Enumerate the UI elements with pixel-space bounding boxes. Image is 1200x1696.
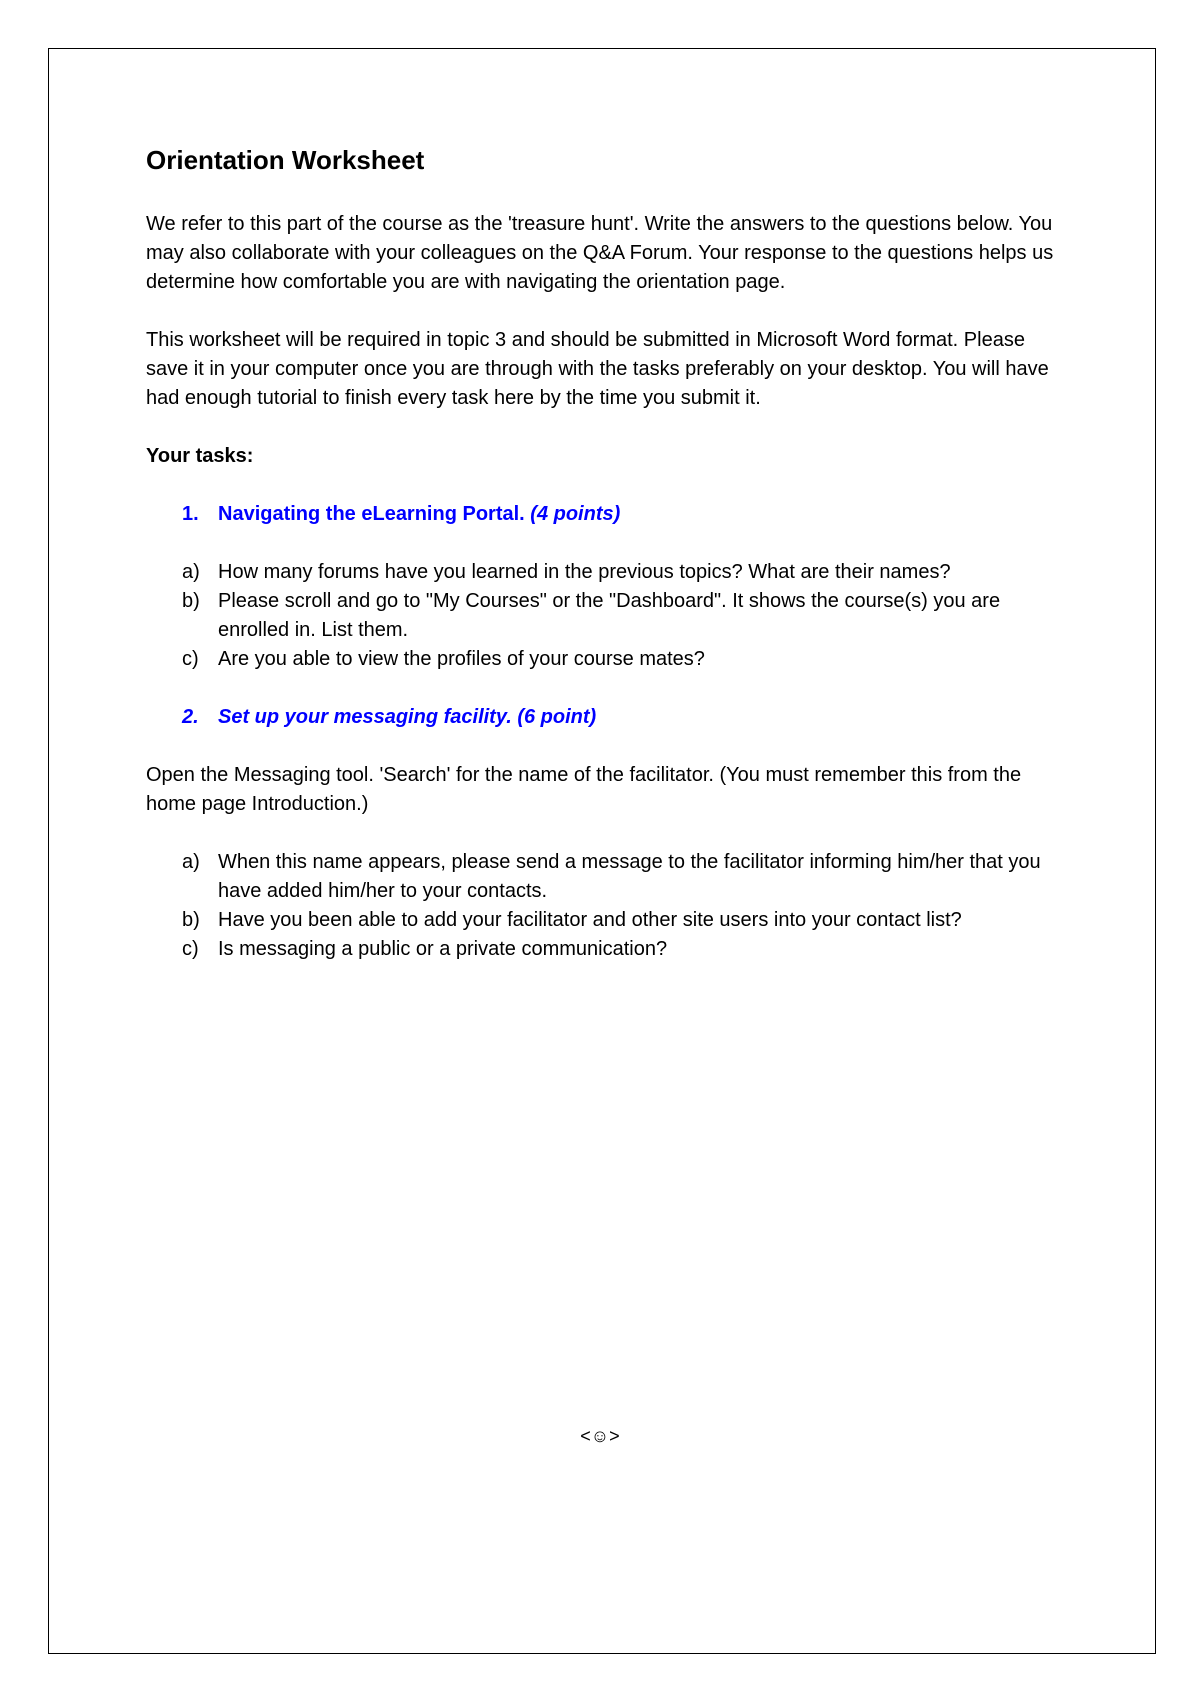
- task-1-points: (4 points): [530, 503, 621, 525]
- list-item: [146, 587, 1066, 645]
- task-2-heading: [146, 703, 1066, 732]
- task-2-instruction: Open the Messaging tool. 'Search' for the name of the facilitator. (You must remember this from the home page Introduction.): [146, 764, 1022, 815]
- list-marker: b): [182, 909, 200, 931]
- list-marker: b): [182, 590, 200, 612]
- list-item-text: Is messaging a public or a private communication?: [218, 938, 668, 960]
- list-marker: c): [182, 648, 199, 670]
- task-2-number: 2.: [182, 706, 199, 728]
- task-2-points: (6 point): [517, 706, 597, 728]
- list-item: [146, 906, 1066, 935]
- list-item: [146, 935, 1066, 964]
- list-item: [146, 645, 1066, 674]
- task-1-heading: [146, 500, 1066, 529]
- task-2-questions: [146, 848, 1066, 964]
- list-item-text: Please scroll and go to "My Courses" or the "Dashboard". It shows the course(s) you are enrolled in. List them.: [218, 590, 1001, 641]
- list-item: [146, 848, 1066, 906]
- document-body: [146, 140, 1066, 993]
- list-marker: a): [182, 851, 200, 873]
- tasks-label: Your tasks:: [146, 445, 254, 467]
- list-item-text: Have you been able to add your facilitator and other site users into your contact list?: [218, 909, 962, 931]
- list-marker: c): [182, 938, 199, 960]
- page-title: Orientation Worksheet: [146, 145, 425, 175]
- list-item: [146, 558, 1066, 587]
- intro-paragraph-1: We refer to this part of the course as the 'treasure hunt'. Write the answers to the questions below. You may also collaborate with your colleagues on the Q&A Forum. Your response to the questions helps us determine how comfortable you are with navigating the orientation page.: [146, 213, 1054, 293]
- task-1-title: Navigating the eLearning Portal.: [218, 503, 525, 525]
- task-1-title-wrap: [218, 500, 1066, 529]
- list-item-text: How many forums have you learned in the previous topics? What are their names?: [218, 561, 951, 583]
- task-2-title: Set up your messaging facility.: [218, 706, 512, 728]
- list-item-text: Are you able to view the profiles of your course mates?: [218, 648, 705, 670]
- task-2-title-wrap: [218, 703, 1066, 732]
- list-item-text: When this name appears, please send a message to the facilitator informing him/her that you have added him/her to your contacts.: [218, 851, 1041, 902]
- task-1-number: 1.: [182, 503, 199, 525]
- task-1-questions: [146, 558, 1066, 674]
- intro-paragraph-2: This worksheet will be required in topic 3 and should be submitted in Microsoft Word format. Please save it in your computer once you are through with the tasks preferably on your desktop. You will have had enough tutorial to finish every task here by the time you submit it.: [146, 329, 1049, 409]
- smiley-footer-mark: <☺>: [580, 1426, 620, 1446]
- list-marker: a): [182, 561, 200, 583]
